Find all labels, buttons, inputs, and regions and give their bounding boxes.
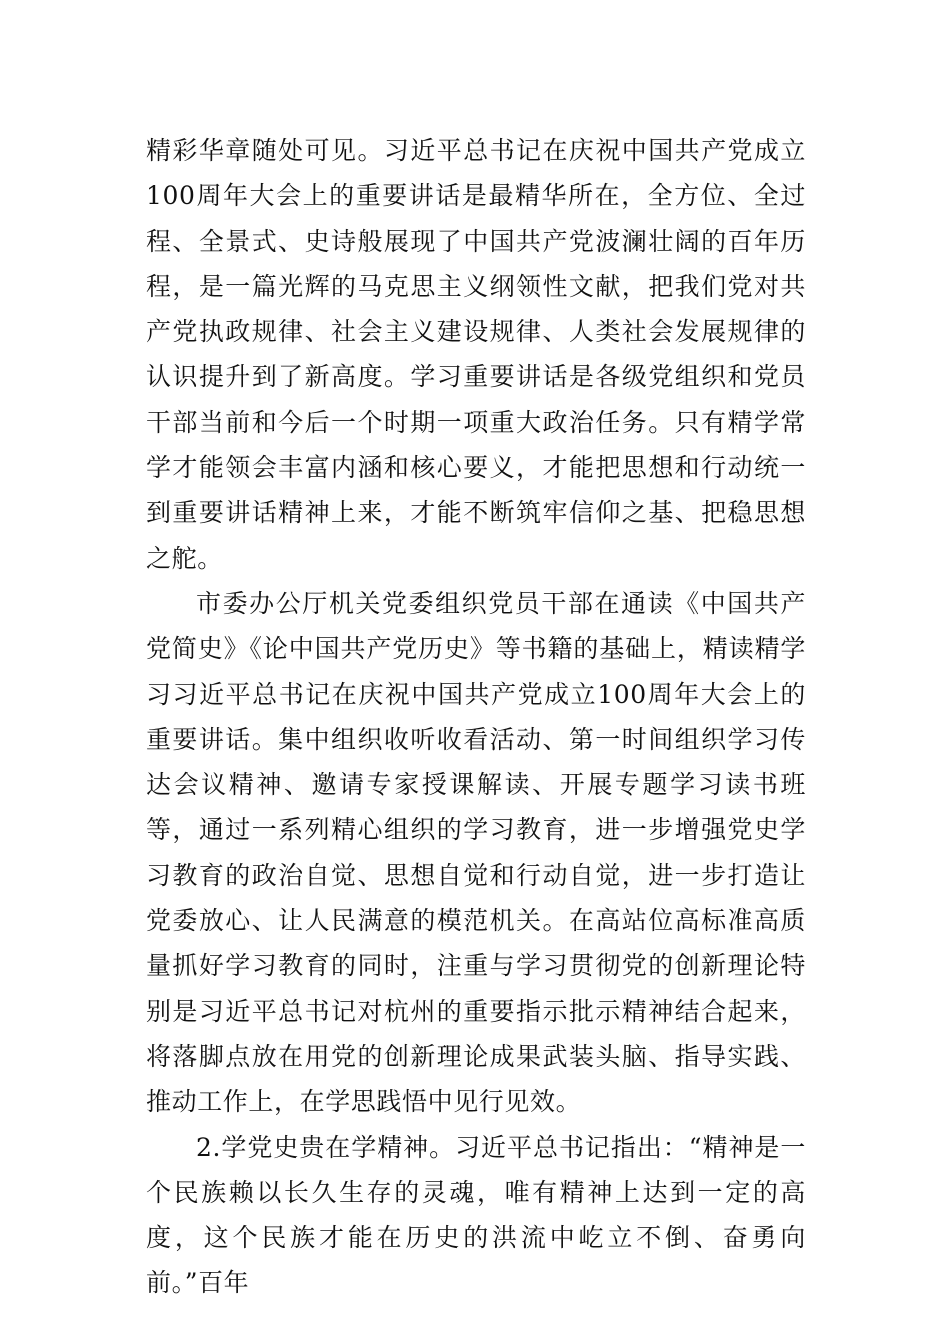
document-body: [146, 128, 806, 1306]
paragraph-1: 精彩华章随处可见。习近平总书记在庆祝中国共产党成立100周年大会上的重要讲话是最精华所在，全方位、全过程、全景式、史诗般展现了中国共产党波澜壮阔的百年历程，是一篇光辉的马克思主义纲领性文献，把我们党对共产党执政规律、社会主义建设规律、人类社会发展规律的认识提升到了新高度。学习重要讲话是各级党组织和党员干部当前和今后一个时期一项重大政治任务。只有精学常学才能领会丰富内涵和核心要义，才能把思想和行动统一到重要讲话精神上来，才能不断筑牢信仰之基、把稳思想之舵。: [146, 136, 806, 573]
paragraph-2: 市委办公厅机关党委组织党员干部在通读《中国共产党简史》《论中国共产党历史》等书籍的基础上，精读精学习习近平总书记在庆祝中国共产党成立100周年大会上的重要讲话。集中组织收听收看活动、第一时间组织学习传达会议精神、邀请专家授课解读、开展专题学习读书班等，通过一系列精心组织的学习教育，进一步增强党史学习教育的政治自觉、思想自觉和行动自觉，进一步打造让党委放心、让人民满意的模范机关。在高站位高标准高质量抓好学习教育的同时，注重与学习贯彻党的创新理论特别是习近平总书记对杭州的重要指示批示精神结合起来，将落脚点放在用党的创新理论成果武装头脑、指导实践、推动工作上，在学思践悟中见行见效。: [146, 588, 806, 1117]
paragraph-3: 2.学党史贵在学精神。习近平总书记指出：“精神是一个民族赖以长久生存的灵魂，唯有精神上达到一定的高度，这个民族才能在历史的洪流中屹立不倒、奋勇向前。”百年: [146, 1132, 806, 1298]
